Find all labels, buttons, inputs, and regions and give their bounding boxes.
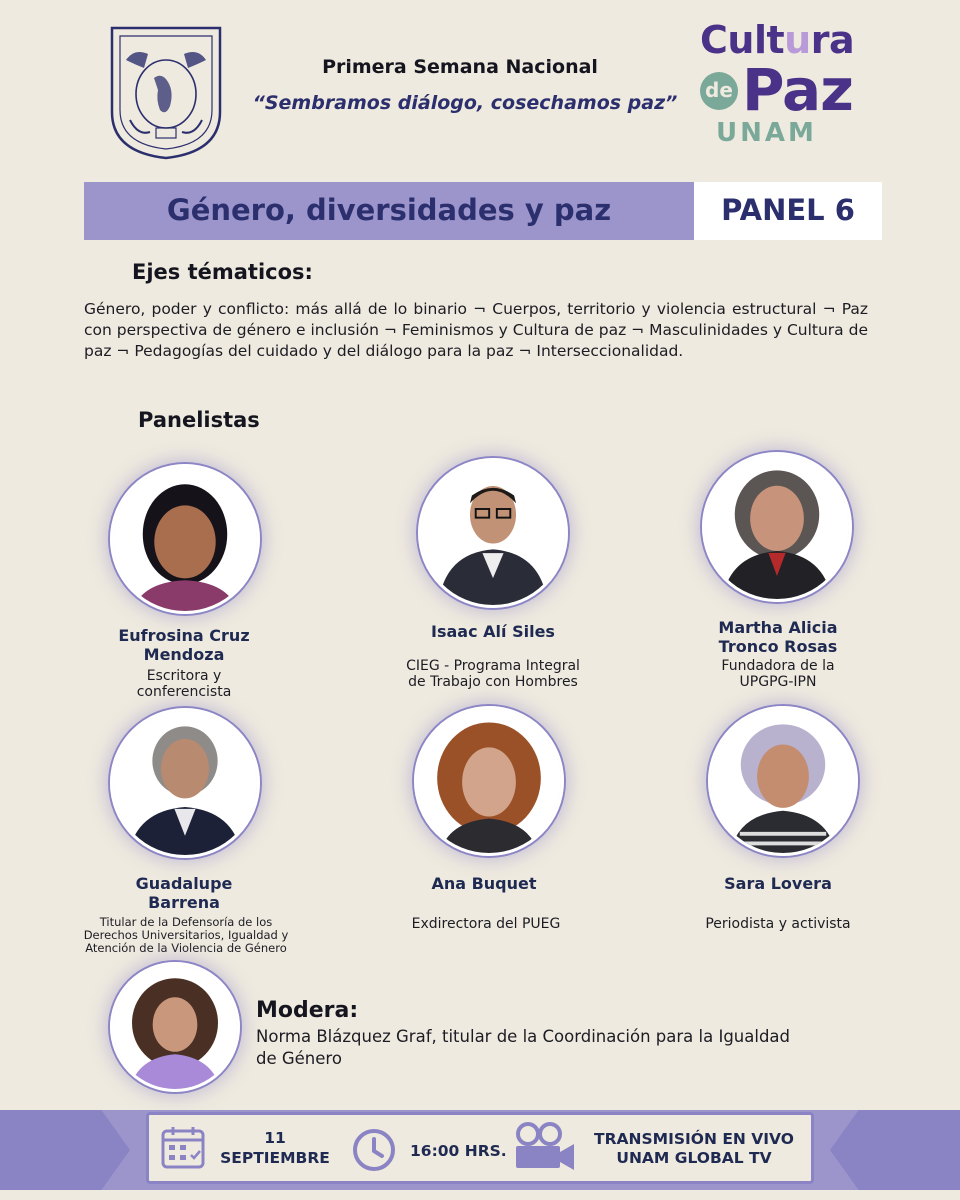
cultura-de-paz-logo-cultura: Cultura [700,18,855,62]
moderator-photo [110,962,240,1092]
panelist-name: Eufrosina Cruz Mendoza [118,626,250,664]
event-time: 16:00 HRS. [410,1142,507,1160]
panelist-photo [418,458,568,608]
video-camera-icon [512,1122,578,1172]
panelist-name: Ana Buquet [431,874,537,893]
panelist-role: Exdirectora del PUEG [411,916,561,932]
panelist-photo [110,708,260,858]
panelist-name: Sara Lovera [724,874,832,893]
panelist-role: Titular de la Defensoría de los Derechos Universitarios, Igualdad y Atención de la Violencia de Género [83,915,289,955]
moderator-text: Norma Blázquez Graf, titular de la Coordinación para la Igualdad de Género [256,1027,791,1068]
panelist-photo [414,706,564,856]
cultura-de-paz-logo-unam: UNAM [716,118,817,148]
cultura-de-paz-logo-de: de [700,72,738,110]
panelist-name: Guadalupe Barrena [135,874,233,912]
ejes-tematicos-heading: Ejes tématicos: [132,260,313,284]
panelistas-heading: Panelistas [138,408,260,432]
panelist-name: Isaac Alí Siles [431,622,555,641]
panelist-photo [702,452,852,602]
calendar-icon [160,1124,206,1170]
moderator-heading: Modera: [256,998,359,1023]
clock-icon [352,1128,396,1172]
panelist-role: Fundadora de la UPGPG-IPN [721,658,835,690]
panelist-name: Martha Alicia Tronco Rosas [718,618,838,656]
panelist-role: Escritora y conferencista [136,668,232,700]
panelist-photo [110,464,260,614]
panel-number: PANEL 6 [721,193,855,227]
event-label: Primera Semana Nacional [322,56,598,78]
transmission-info: TRANSMISIÓN EN VIVO UNAM GLOBAL TV [594,1130,794,1167]
panelist-role: CIEG - Programa Integral de Trabajo con Hombres [406,658,580,690]
panelist-role: Periodista y activista [705,916,851,932]
panelist-photo [708,706,858,856]
cultura-de-paz-logo-paz: Paz [742,56,853,124]
ejes-tematicos-text: Género, poder y conflicto: más allá de lo binario ¬ Cuerpos, territorio y violencia estructural ¬ Paz con perspectiva de género e inclusión ¬ Feminismos y Cultura de paz ¬ Masculinidades y Cultura de paz ¬ Pedagogías del cuidado y del diálogo para la paz ¬ Interseccionalidad. [84,300,868,360]
unam-seal-logo [104,20,228,160]
event-date: 11 SEPTIEMBRE [220,1129,330,1167]
event-slogan: “Sembramos diálogo, cosechamos paz” [252,92,678,114]
panel-topic-title: Género, diversidades y paz [166,193,612,227]
